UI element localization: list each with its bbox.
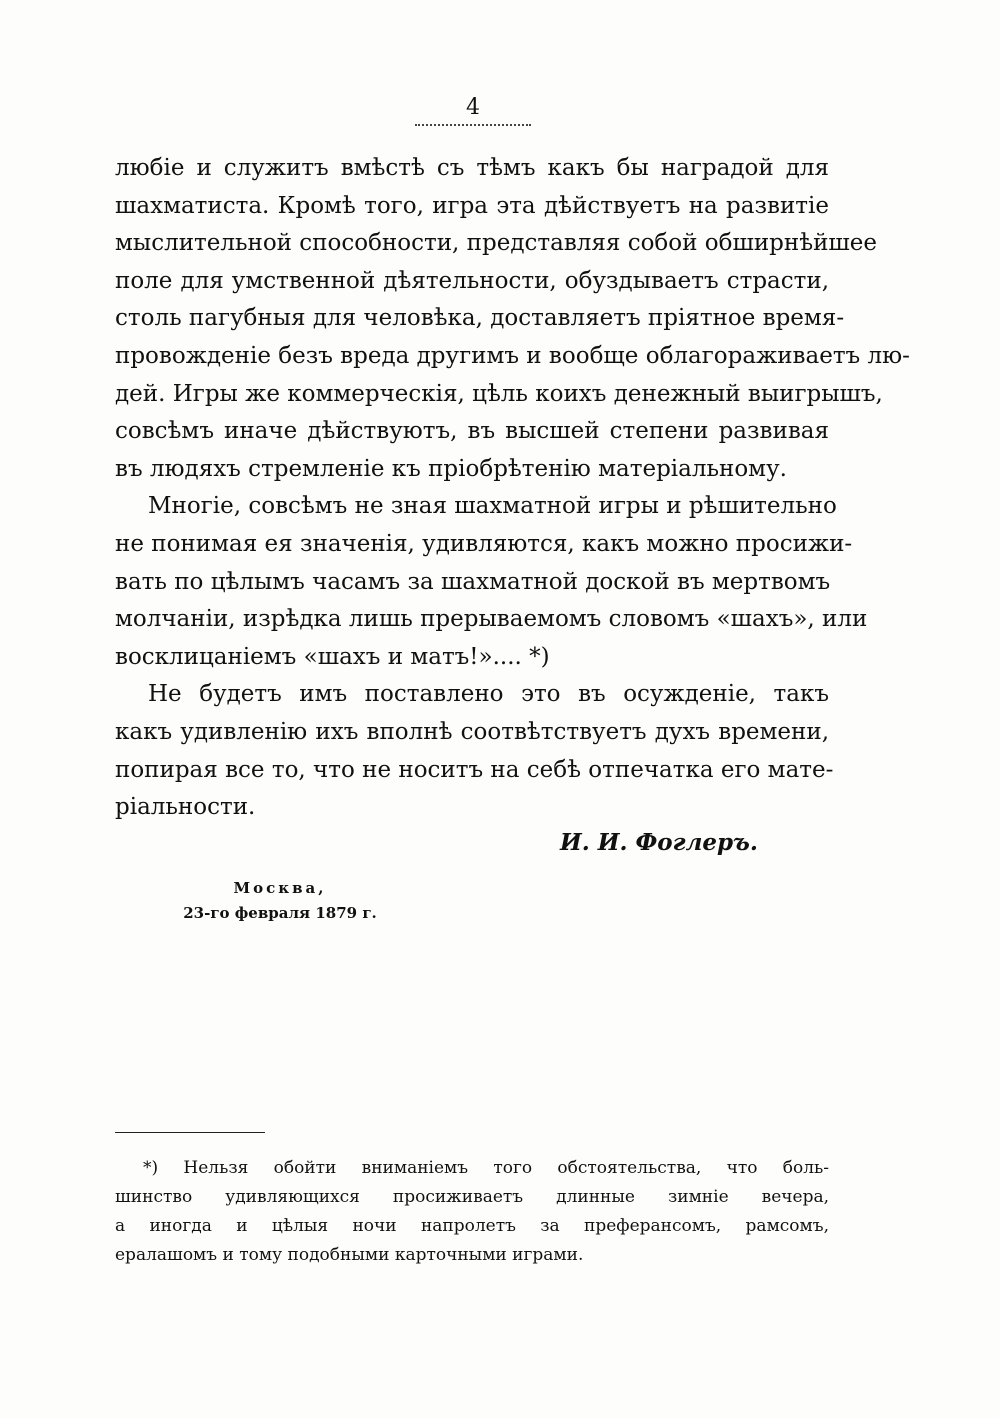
paragraph-3-line: попирая все то, что не носитъ на себѣ отпечатка его мате- (115, 756, 834, 783)
paragraph-1-line: поле для умственной дѣятельности, обуздываетъ страсти, (115, 267, 829, 294)
paragraph-1-line: провожденіе безъ вреда другимъ и вообще облагораживаетъ лю- (115, 342, 910, 369)
footnote (115, 1154, 829, 1270)
footnote-line: *) Нельзя обойти вниманіемъ того обстоятельства, что боль- (143, 1158, 829, 1178)
paragraph-1-line: мыслительной способности, представляя собой обширнѣйшее (115, 230, 878, 257)
paragraph-1-line: шахматиста. Кромѣ того, игра эта дѣйствуетъ на развитіе (115, 192, 829, 219)
footnote-separator (115, 1132, 265, 1133)
paragraph-2-line: вать по цѣлымъ часамъ за шахматной доской въ мертвомъ (115, 568, 831, 595)
footnote-line: шинство удивляющихся просиживаетъ длинные зимніе вечера, (115, 1187, 829, 1207)
page-number-rule (415, 124, 531, 126)
footnote-line: ералашомъ и тому подобными карточными играми. (115, 1245, 584, 1265)
paragraph-1-line: совсѣмъ иначе дѣйствуютъ, въ высшей степени развивая (115, 418, 829, 445)
page-number: 4 (466, 95, 480, 120)
author-signature: И. И. Фоглеръ. (560, 829, 758, 856)
paragraph-2-line: не понимая ея значенія, удивляются, какъ можно просижи- (115, 530, 853, 557)
paragraph-2-line: Многіе, совсѣмъ не зная шахматной игры и рѣшительно (148, 493, 837, 520)
date: 23-го февраля 1879 г. (183, 904, 377, 922)
body-text (115, 150, 910, 827)
paragraph-2-line: восклицаніемъ «шахъ и матъ!».... *) (115, 643, 550, 670)
paragraph-3-line: ріальности. (115, 794, 256, 821)
paragraph-3-line: Не будетъ имъ поставлено это въ осужденіе, такъ (148, 681, 829, 708)
paragraph-3-line: какъ удивленію ихъ вполнѣ соотвѣтствуетъ духъ времени, (115, 718, 829, 745)
paragraph-1-line: столь пагубныя для человѣка, доставляетъ пріятное время- (115, 305, 845, 332)
paragraph-2-line: молчаніи, изрѣдка лишь прерываемомъ словомъ «шахъ», или (115, 606, 868, 633)
paragraph-1-line: дей. Игры же коммерческія, цѣль коихъ денежный выигрышъ, (115, 380, 883, 407)
place: Москва, (233, 879, 327, 897)
place-and-date (160, 876, 400, 926)
paragraph-1-line: любіе и служитъ вмѣстѣ съ тѣмъ какъ бы наградой для (115, 155, 829, 181)
footnote-line: а иногда и цѣлыя ночи напролетъ за преферансомъ, рамсомъ, (115, 1216, 829, 1236)
paragraph-1-line: въ людяхъ стремленіе къ пріобрѣтенію матеріальному. (115, 455, 787, 482)
